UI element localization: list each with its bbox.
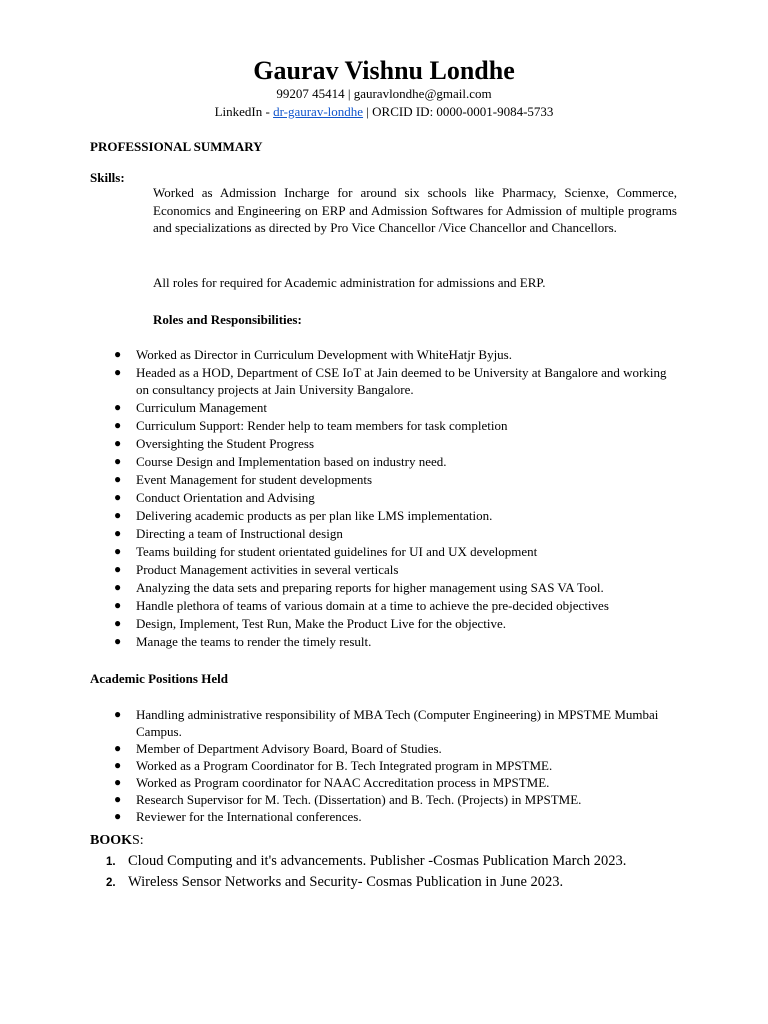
- candidate-name: Gaurav Vishnu Londhe: [253, 56, 515, 85]
- roles-list: [0, 346, 768, 651]
- bullet-icon: ●: [114, 508, 122, 522]
- bullet-icon: ●: [114, 598, 122, 612]
- list-item: ● Teams building for student orientated guidelines for UI and UX development: [114, 544, 538, 559]
- skills-label: Skills:: [90, 170, 125, 185]
- list-item: ● Worked as Program coordinator for NAAC Accreditation process in MPSTME.: [114, 775, 550, 790]
- contact-line: 99207 45414 | gauravlondhe@gmail.com: [276, 86, 492, 101]
- book-number: 1.: [106, 856, 116, 868]
- admin-roles-paragraph: All roles for required for Academic administration for admissions and ERP.: [153, 275, 546, 290]
- list-item: ● Manage the teams to render the timely result.: [114, 634, 372, 649]
- list-item: ● Handle plethora of teams of various domain at a time to achieve the pre-decided objectives: [114, 598, 609, 613]
- list-item: ● Conduct Orientation and Advising: [114, 490, 315, 505]
- bullet-icon: ●: [114, 365, 122, 379]
- bullet-icon: ●: [114, 436, 122, 450]
- list-item: ● Analyzing the data sets and preparing reports for higher management using SAS VA Tool.: [114, 580, 604, 595]
- book-title: Wireless Sensor Networks and Security- Cosmas Publication in June 2023.: [128, 874, 564, 890]
- list-item: ● Worked as a Program Coordinator for B. Tech Integrated program in MPSTME.: [114, 758, 553, 773]
- list-item: ● Reviewer for the International conferences.: [114, 809, 362, 824]
- bullet-icon: ●: [114, 580, 122, 594]
- academic-positions-heading: Academic Positions Held: [90, 671, 228, 686]
- bullet-icon: ●: [114, 454, 122, 468]
- list-item: ● Directing a team of Instructional design: [114, 526, 343, 541]
- skills-paragraph: Worked as Admission Incharge for around six schools like Pharmacy, Scienxe, Commerce, Economics and Engineering on ERP and Admission Softwares for Admission of multiple programs and specializations as directed by Pro Vice Chancellor /Vice Chancellor and Chancellors.: [153, 185, 677, 235]
- list-item: ● Research Supervisor for M. Tech. (Dissertation) and B. Tech. (Projects) in MPSTME.: [114, 792, 582, 807]
- list-item: ● Member of Department Advisory Board, Board of Studies.: [114, 741, 442, 756]
- list-item: ● Oversighting the Student Progress: [114, 436, 315, 451]
- orcid-text: | ORCID ID: 0000-0001-9084-5733: [363, 104, 554, 119]
- list-item: ● Event Management for student developments: [114, 472, 373, 487]
- list-item: ● Headed as a HOD, Department of CSE IoT at Jain deemed to be University at Bangalore and working on consultancy projects at Jain University Bangalore.: [114, 365, 667, 397]
- bullet-icon: ●: [114, 616, 122, 630]
- bullet-icon: ●: [114, 792, 122, 806]
- bullet-icon: ●: [114, 490, 122, 504]
- bullet-icon: ●: [114, 634, 122, 648]
- bullet-icon: ●: [114, 400, 122, 414]
- bullet-icon: ●: [114, 544, 122, 558]
- linkedin-label: LinkedIn -: [214, 104, 274, 119]
- list-item: ● Curriculum Support: Render help to team members for task completion: [114, 418, 508, 433]
- bullet-icon: ●: [114, 562, 122, 576]
- list-item: ● Delivering academic products as per plan like LMS implementation.: [114, 508, 493, 523]
- bullet-icon: ●: [114, 707, 122, 721]
- list-item: ● Course Design and Implementation based on industry need.: [114, 454, 447, 469]
- list-item: ● Worked as Director in Curriculum Development with WhiteHatjr Byjus.: [114, 347, 512, 362]
- list-item: ● Product Management activities in several verticals: [114, 562, 399, 577]
- academic-positions-list: [0, 706, 768, 825]
- list-item: [0, 872, 768, 893]
- bullet-icon: ●: [114, 775, 122, 789]
- roles-heading: Roles and Responsibilities:: [153, 312, 302, 327]
- list-item: ● Handling administrative responsibility of MBA Tech (Computer Engineering) in MPSTME Mumbai Campus.: [114, 707, 659, 739]
- list-item: [0, 851, 768, 872]
- professional-summary-heading: PROFESSIONAL SUMMARY: [90, 139, 263, 154]
- book-title: Cloud Computing and it's advancements. Publisher -Cosmas Publication March 2023.: [128, 853, 627, 869]
- list-item: ● Design, Implement, Test Run, Make the Product Live for the objective.: [114, 616, 506, 631]
- book-number: 2.: [106, 877, 116, 889]
- bullet-icon: ●: [114, 472, 122, 486]
- books-heading: BOOKS:: [90, 833, 144, 848]
- books-list: [0, 851, 768, 893]
- profile-links-line: [0, 103, 768, 120]
- bullet-icon: ●: [114, 809, 122, 823]
- bullet-icon: ●: [114, 758, 122, 772]
- bullet-icon: ●: [114, 526, 122, 540]
- bullet-icon: ●: [114, 418, 122, 432]
- linkedin-link[interactable]: dr-gaurav-londhe: [273, 104, 364, 119]
- bullet-icon: ●: [114, 741, 122, 755]
- bullet-icon: ●: [114, 347, 122, 361]
- list-item: ● Curriculum Management: [114, 400, 268, 415]
